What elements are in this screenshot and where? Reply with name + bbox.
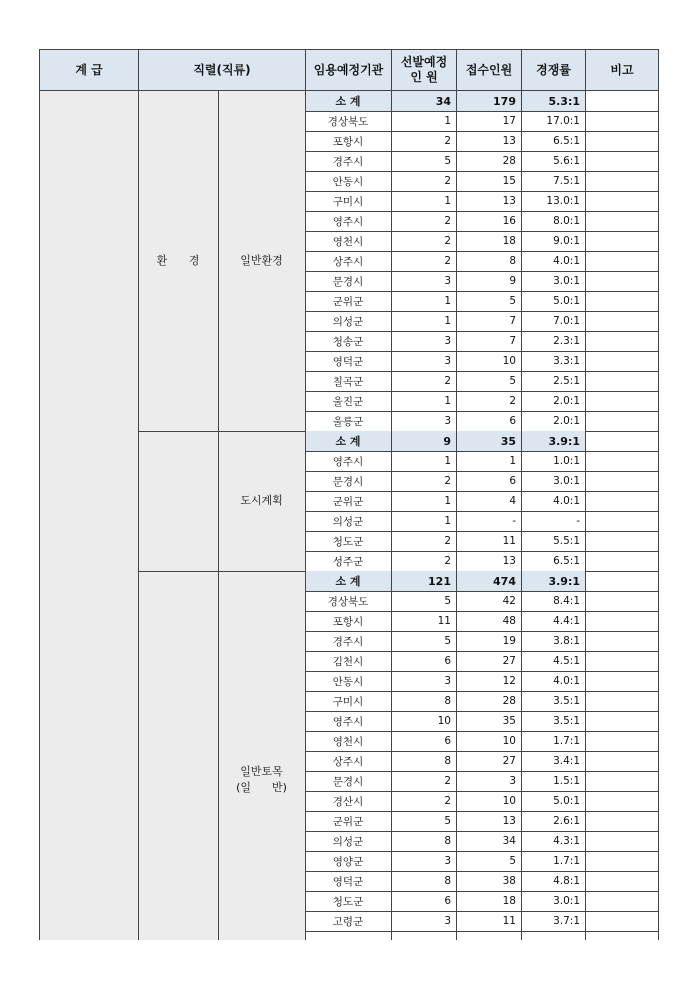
table-row-ratio: 5.6:1 (553, 155, 580, 167)
table-row-agency: 의성군 (332, 515, 364, 528)
table-row-applicants: 35 (502, 715, 516, 727)
subtotal-row-planned: 121 (391, 571, 456, 591)
table-row-remarks (585, 651, 659, 671)
table-row-planned: 2 (444, 475, 451, 487)
table-row-applicants: 7 (509, 335, 516, 347)
table-row-remarks (585, 591, 659, 611)
table-row-planned: 6 (444, 655, 451, 667)
column-line (391, 91, 392, 940)
table-row-ratio: 17.0:1 (546, 115, 580, 127)
header-planned: 선발예정 인 원 (391, 49, 457, 91)
subtotal-row-planned: 9 (391, 431, 456, 451)
table-row-agency: 포항시 (332, 135, 364, 148)
table-row-remarks (585, 491, 659, 511)
table-row-ratio: 6.5:1 (553, 135, 580, 147)
table-row-planned: 1 (444, 315, 451, 327)
table-row-agency: 상주시 (332, 255, 364, 268)
table-row-ratio: 5.0:1 (553, 795, 580, 807)
table-row-remarks (585, 451, 659, 471)
table-row-remarks (585, 831, 659, 851)
table-row-applicants: 3 (509, 775, 516, 787)
table-row-ratio: 7.5:1 (553, 175, 580, 187)
table-row-ratio: 4.8:1 (553, 875, 580, 887)
table-row-remarks (585, 271, 659, 291)
table-row-planned: 3 (444, 675, 451, 687)
table-row-planned: 1 (444, 455, 451, 467)
table-row-applicants: 18 (502, 895, 516, 907)
table-row-planned: 6 (444, 895, 451, 907)
table-row-applicants: 28 (502, 155, 516, 167)
table-row-ratio: 3.7:1 (553, 915, 580, 927)
table-row-planned: 11 (437, 615, 451, 627)
table-row-agency: 청송군 (332, 335, 364, 348)
table-row-remarks (585, 751, 659, 771)
table-row-ratio: 2.6:1 (553, 815, 580, 827)
header-grade: 계 급 (39, 49, 139, 91)
table-row-applicants: 4 (509, 495, 516, 507)
table-row-agency: 경상북도 (327, 595, 369, 608)
table-row-ratio: 5.5:1 (553, 535, 580, 547)
row-divider (305, 931, 659, 932)
table-row-agency: 영주시 (332, 455, 364, 468)
table-row-applicants: 1 (509, 455, 516, 467)
table-row-applicants: 10 (502, 795, 516, 807)
table-row-planned: 5 (444, 635, 451, 647)
table-row-remarks (585, 631, 659, 651)
table-row-remarks (585, 691, 659, 711)
table-row-applicants: 8 (509, 255, 516, 267)
table-row-planned: 3 (444, 335, 451, 347)
table-row-ratio: 1.7:1 (553, 735, 580, 747)
table-row-planned: 1 (444, 295, 451, 307)
column-line (658, 91, 659, 940)
table-row-ratio: 4.5:1 (553, 655, 580, 667)
table-row-applicants: 5 (509, 375, 516, 387)
table-row-applicants: 15 (502, 175, 516, 187)
table-row-planned: 10 (437, 715, 451, 727)
table-row-planned: 2 (444, 235, 451, 247)
subtotal-row-agency: 소 계 (305, 571, 391, 591)
table-row-planned: 1 (444, 495, 451, 507)
table-row-ratio: 3.5:1 (553, 715, 580, 727)
table-row-ratio: 3.0:1 (553, 895, 580, 907)
recruitment-table (39, 49, 659, 940)
subtotal-row-remarks (585, 91, 659, 111)
subseries-label: 일반토목 (일 반) (236, 764, 287, 794)
table-row-remarks (585, 771, 659, 791)
table-row-agency: 안동시 (332, 675, 364, 688)
table-row-remarks (585, 471, 659, 491)
header-position: 직렬(직류) (138, 49, 306, 91)
table-row-remarks (585, 551, 659, 571)
table-row-agency: 군위군 (332, 495, 364, 508)
table-row-remarks (585, 811, 659, 831)
table-row-planned: 8 (444, 695, 451, 707)
table-row-ratio: 1.7:1 (553, 855, 580, 867)
table-row-ratio: 4.4:1 (553, 615, 580, 627)
table-row-remarks (585, 311, 659, 331)
table-row-ratio: 4.0:1 (553, 675, 580, 687)
table-row-agency: 고령군 (332, 915, 364, 928)
table-row-ratio: 8.0:1 (553, 215, 580, 227)
subtotal-row-planned: 34 (391, 91, 456, 111)
table-row-planned: 1 (444, 395, 451, 407)
series-label: 환 경 (156, 254, 200, 267)
table-row-remarks (585, 791, 659, 811)
table-row-planned: 2 (444, 135, 451, 147)
table-row-agency: 의성군 (332, 315, 364, 328)
table-row-applicants: 34 (502, 835, 516, 847)
table-row-ratio: 3.3:1 (553, 355, 580, 367)
table-row-applicants: 12 (502, 675, 516, 687)
subseries-label: 일반환경 (240, 254, 283, 267)
table-row-planned: 2 (444, 535, 451, 547)
table-row-applicants: 13 (502, 135, 516, 147)
table-row-applicants: 7 (509, 315, 516, 327)
table-row-agency: 문경시 (332, 775, 364, 788)
table-row-remarks (585, 251, 659, 271)
table-row-ratio: 2.5:1 (553, 375, 580, 387)
table-row-planned: 2 (444, 175, 451, 187)
table-row-agency: 청도군 (332, 895, 364, 908)
table-row-agency: 문경시 (332, 475, 364, 488)
table-row-planned: 5 (444, 815, 451, 827)
subseries-column-fill (218, 91, 305, 940)
table-row-planned: 2 (444, 255, 451, 267)
table-row-ratio: 9.0:1 (553, 235, 580, 247)
table-row-remarks (585, 851, 659, 871)
table-row-planned: 2 (444, 215, 451, 227)
table-row-remarks (585, 911, 659, 931)
table-row-ratio: 5.0:1 (553, 295, 580, 307)
header-applicants: 접수인원 (456, 49, 522, 91)
table-row-ratio: 3.4:1 (553, 755, 580, 767)
header-agency: 임용예정기관 (305, 49, 392, 91)
table-row-agency: 경주시 (332, 155, 364, 168)
table-row-applicants: 10 (502, 355, 516, 367)
table-row-remarks (585, 411, 659, 431)
subtotal-row-applicants: 35 (456, 431, 521, 451)
table-row-agency: 포항시 (332, 615, 364, 628)
subtotal-row-agency: 소 계 (305, 91, 391, 111)
table-row-remarks (585, 111, 659, 131)
subtotal-row-ratio: 3.9:1 (521, 571, 585, 591)
table-row-planned: 1 (444, 115, 451, 127)
column-line (305, 91, 306, 940)
header-remarks: 비고 (585, 49, 659, 91)
table-row-ratio: 3.0:1 (553, 275, 580, 287)
table-row-agency: 울릉군 (332, 415, 364, 428)
table-row-applicants: 9 (509, 275, 516, 287)
table-row-remarks (585, 211, 659, 231)
subtotal-row-applicants: 474 (456, 571, 521, 591)
subtotal-row-ratio: 5.3:1 (521, 91, 585, 111)
table-row-planned: 2 (444, 375, 451, 387)
table-row-applicants: 27 (502, 755, 516, 767)
table-row-applicants: 16 (502, 215, 516, 227)
table-row-agency: 영주시 (332, 215, 364, 228)
table-row-applicants: 27 (502, 655, 516, 667)
table-row-applicants: 11 (502, 535, 516, 547)
subtotal-row-applicants: 179 (456, 91, 521, 111)
subtotal-row-remarks (585, 431, 659, 451)
table-row-agency: 영덕군 (332, 875, 364, 888)
table-row-agency: 칠곡군 (332, 375, 364, 388)
table-row-ratio: 3.0:1 (553, 475, 580, 487)
table-row-planned: 1 (444, 195, 451, 207)
table-row-ratio: 4.0:1 (553, 495, 580, 507)
table-row-applicants: 13 (502, 555, 516, 567)
grade-column-fill (39, 91, 218, 940)
table-row-agency: 경상북도 (327, 115, 369, 128)
table-row-agency: 울진군 (332, 395, 364, 408)
table-row-remarks (585, 511, 659, 531)
table-row-ratio: 2.0:1 (553, 395, 580, 407)
table-row-agency: 구미시 (332, 695, 364, 708)
table-row-remarks (585, 611, 659, 631)
table-row-agency: 경산시 (332, 795, 364, 808)
table-row-planned: 3 (444, 415, 451, 427)
column-line (218, 91, 219, 940)
table-row-planned: 6 (444, 735, 451, 747)
table-row-ratio: 13.0:1 (546, 195, 580, 207)
table-row-remarks (585, 371, 659, 391)
table-row-remarks (585, 891, 659, 911)
table-row-agency: 영천시 (332, 235, 364, 248)
table-row-remarks (585, 291, 659, 311)
table-row-planned: 8 (444, 835, 451, 847)
table-row-applicants: 18 (502, 235, 516, 247)
table-row-agency: 영덕군 (332, 355, 364, 368)
table-row-ratio: 7.0:1 (553, 315, 580, 327)
table-row-agency: 경주시 (332, 635, 364, 648)
table-row-applicants: 19 (502, 635, 516, 647)
table-row-agency: 김천시 (332, 655, 364, 668)
table-row-applicants: 13 (502, 195, 516, 207)
table-row-planned: 2 (444, 555, 451, 567)
column-line (585, 91, 586, 940)
table-row-ratio: 6.5:1 (553, 555, 580, 567)
table-row-planned: 3 (444, 915, 451, 927)
table-row-remarks (585, 151, 659, 171)
table-row-planned: 5 (444, 595, 451, 607)
table-row-applicants: 38 (502, 875, 516, 887)
table-row-applicants: 2 (509, 395, 516, 407)
table-row-planned: 3 (444, 275, 451, 287)
table-row-applicants: 42 (502, 595, 516, 607)
table-row-applicants: 6 (509, 415, 516, 427)
header-ratio: 경쟁률 (521, 49, 586, 91)
table-row-ratio: 3.8:1 (553, 635, 580, 647)
table-row-applicants: 11 (502, 915, 516, 927)
table-row-agency: 의성군 (332, 835, 364, 848)
table-row-remarks (585, 871, 659, 891)
table-row-remarks (585, 171, 659, 191)
table-row-planned: 5 (444, 155, 451, 167)
table-row-agency: 군위군 (332, 295, 364, 308)
table-row-agency: 성주군 (332, 555, 364, 568)
table-row-applicants: 17 (502, 115, 516, 127)
table-row-remarks (585, 331, 659, 351)
table-row-ratio: 1.5:1 (553, 775, 580, 787)
group-divider (138, 431, 305, 432)
table-row-remarks (585, 351, 659, 371)
table-row-ratio: 8.4:1 (553, 595, 580, 607)
table-row-planned: 3 (444, 355, 451, 367)
table-row-applicants: 5 (509, 295, 516, 307)
table-row-ratio: 2.0:1 (553, 415, 580, 427)
column-line (138, 91, 139, 940)
table-row-planned: 8 (444, 755, 451, 767)
table-row-agency: 문경시 (332, 275, 364, 288)
table-row-agency: 영주시 (332, 715, 364, 728)
table-row-applicants: 13 (502, 815, 516, 827)
table-row-applicants: 5 (509, 855, 516, 867)
column-line (456, 91, 457, 940)
table-row-ratio: 4.0:1 (553, 255, 580, 267)
table-row-remarks (585, 231, 659, 251)
table-row-remarks (585, 731, 659, 751)
table-row-agency: 영양군 (332, 855, 364, 868)
table-row-agency: 영천시 (332, 735, 364, 748)
table-row-applicants: 28 (502, 695, 516, 707)
table-row-agency: 청도군 (332, 535, 364, 548)
table-row-ratio: 4.3:1 (553, 835, 580, 847)
table-row-ratio: 1.0:1 (553, 455, 580, 467)
table-row-planned: 2 (444, 795, 451, 807)
column-line (39, 91, 40, 940)
subtotal-row-agency: 소 계 (305, 431, 391, 451)
table-row-planned: 8 (444, 875, 451, 887)
subtotal-row-ratio: 3.9:1 (521, 431, 585, 451)
table-row-remarks (585, 531, 659, 551)
table-row-remarks (585, 671, 659, 691)
table-row-ratio: - (576, 515, 580, 527)
table-row-planned: 1 (444, 515, 451, 527)
column-line (521, 91, 522, 940)
table-row-ratio: 2.3:1 (553, 335, 580, 347)
table-row-agency: 구미시 (332, 195, 364, 208)
table-row-applicants: 48 (502, 615, 516, 627)
table-row-planned: 3 (444, 855, 451, 867)
subseries-label: 도시계획 (240, 494, 283, 507)
table-row-ratio: 3.5:1 (553, 695, 580, 707)
table-row-remarks (585, 391, 659, 411)
table-row-agency: 상주시 (332, 755, 364, 768)
table-row-remarks (585, 131, 659, 151)
table-row-remarks (585, 711, 659, 731)
table-row-agency: 군위군 (332, 815, 364, 828)
subtotal-row-remarks (585, 571, 659, 591)
table-row-agency: 안동시 (332, 175, 364, 188)
table-row-applicants: 6 (509, 475, 516, 487)
table-row-applicants: - (512, 515, 516, 527)
group-divider (138, 571, 305, 572)
table-row-remarks (585, 191, 659, 211)
table-row-applicants: 10 (502, 735, 516, 747)
table-row-planned: 2 (444, 775, 451, 787)
